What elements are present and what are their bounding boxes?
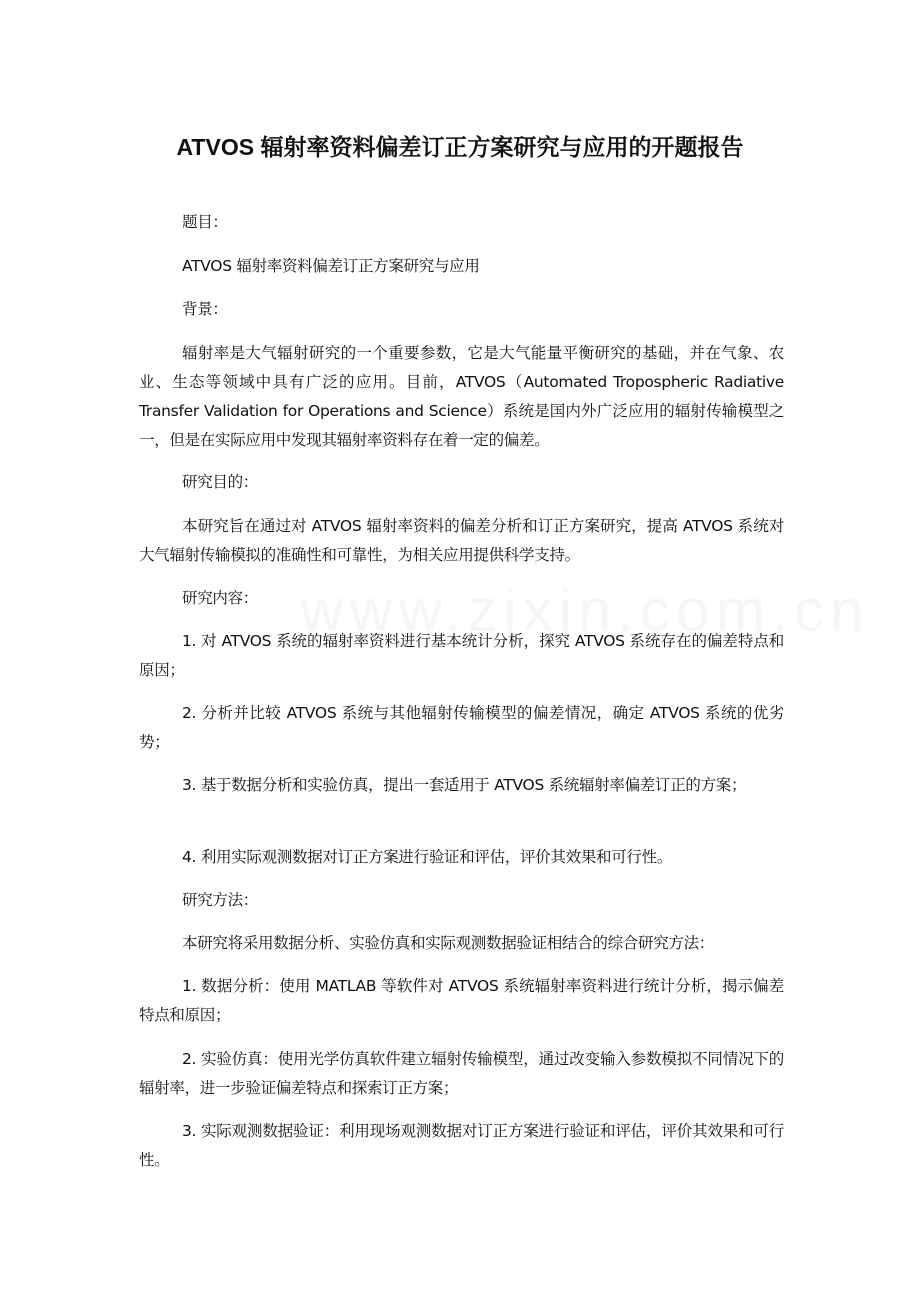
method-item-1: 1. 数据分析：使用 MATLAB 等软件对 ATVOS 系统辐射率资料进行统计分析，揭示偏差特点和原因； <box>139 977 784 1024</box>
method-intro: 本研究将采用数据分析、实验仿真和实际观测数据验证相结合的综合研究方法： <box>182 934 715 952</box>
label-topic: 题目： <box>182 213 228 231</box>
label-content: 研究内容： <box>182 589 259 607</box>
label-background: 背景： <box>182 300 228 318</box>
background-paragraph: 辐射率是大气辐射研究的一个重要参数，它是大气能量平衡研究的基础，并在气象、农业、生态等领域中具有广泛的应用。目前，ATVOS（Automated Tropospheric Radiative Transfer Validation for Operations and Science）系统是国内外广泛应用的辐射传输模型之一，但是在实际应用中发现其辐射率资料存在着一定的偏差。 <box>139 344 784 449</box>
objective-paragraph: 本研究旨在通过对 ATVOS 辐射率资料的偏差分析和订正方案研究，提高 ATVOS 系统对大气辐射传输模拟的准确性和可靠性，为相关应用提供科学支持。 <box>139 517 784 564</box>
label-objective: 研究目的： <box>182 473 259 491</box>
content-item-1: 1. 对 ATVOS 系统的辐射率资料进行基本统计分析，探究 ATVOS 系统存在的偏差特点和原因； <box>139 632 784 679</box>
method-item-2: 2. 实验仿真：使用光学仿真软件建立辐射传输模型，通过改变输入参数模拟不同情况下的辐射率，进一步验证偏差特点和探索订正方案； <box>139 1050 784 1097</box>
content-item-3: 3. 基于数据分析和实验仿真，提出一套适用于 ATVOS 系统辐射率偏差订正的方案； <box>182 776 747 794</box>
label-method: 研究方法： <box>182 891 259 909</box>
content-item-2: 2. 分析并比较 ATVOS 系统与其他辐射传输模型的偏差情况，确定 ATVOS 系统的优劣势； <box>139 704 784 751</box>
content-item-4: 4. 利用实际观测数据对订正方案进行验证和评估，评价其效果和可行性。 <box>182 848 673 866</box>
page-title: ATVOS 辐射率资料偏差订正方案研究与应用的开题报告 <box>176 134 744 160</box>
method-item-3: 3. 实际观测数据验证：利用现场观测数据对订正方案进行验证和评估，评价其效果和可行性。 <box>139 1122 784 1169</box>
topic-text: ATVOS 辐射率资料偏差订正方案研究与应用 <box>182 257 480 275</box>
